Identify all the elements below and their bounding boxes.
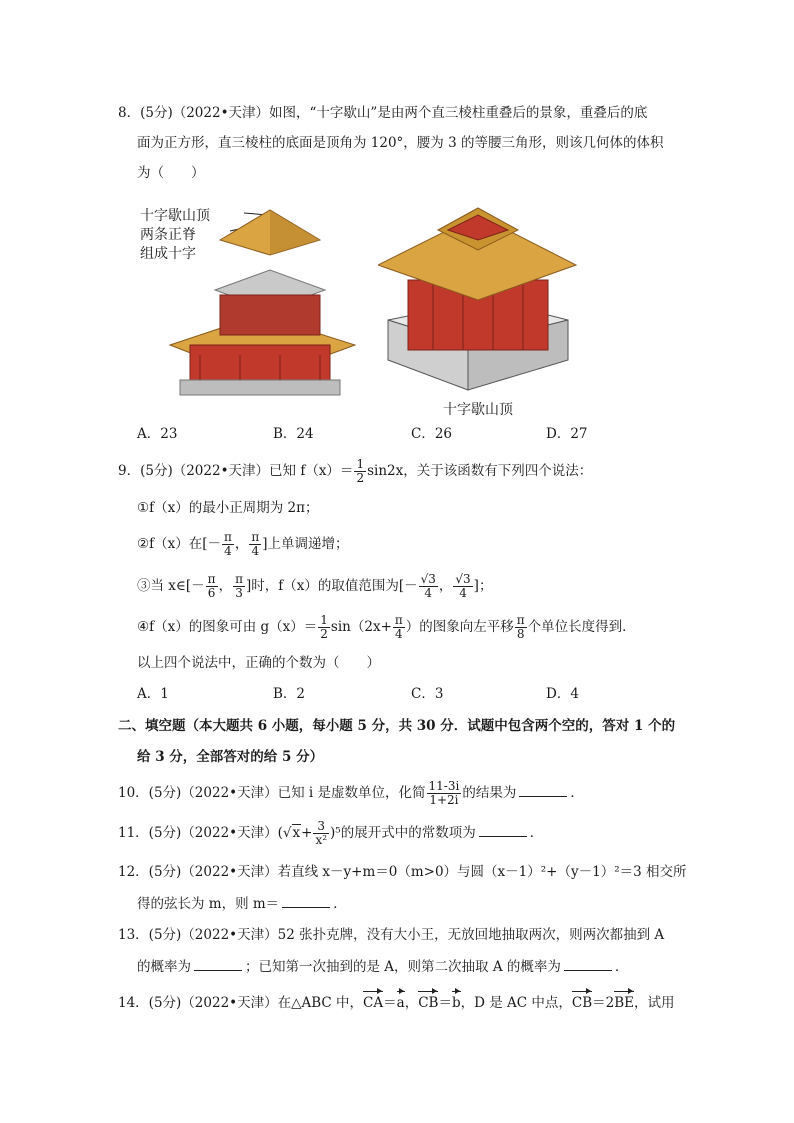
section2-line2: 给 3 分，全部答对的给 5 分）	[137, 749, 324, 765]
q9-s3-mid2: ，	[438, 578, 453, 594]
q9-s2-d1: 4	[224, 544, 232, 558]
q14	[118, 993, 675, 1013]
q9-option-a: A．1	[137, 686, 169, 702]
q14-vec-cb-2: CB	[571, 995, 593, 1011]
q8-option-b: B．24	[273, 426, 314, 442]
q11-plus: +	[301, 825, 313, 841]
q9-s4b: sin（2x+	[330, 619, 392, 635]
q10-c: ．	[570, 785, 584, 801]
q11-b: )⁵的展开式中的常数项为	[330, 825, 476, 841]
q11-frac	[313, 820, 329, 847]
q9-s4-d2: 4	[395, 627, 403, 641]
q14-vec-be: BE	[614, 995, 635, 1011]
q11-c: ．	[529, 825, 544, 841]
q14-eq2: ＝	[438, 995, 452, 1011]
q9-stem	[118, 458, 592, 485]
q9-s3-d1: 6	[207, 586, 216, 600]
q9-s2-mid: ，	[234, 536, 249, 552]
q9-s4-frac2	[393, 614, 405, 641]
q14-vec-ca: CA	[363, 995, 384, 1011]
fig-caption-right: 十字歇山顶	[443, 402, 513, 418]
q9-statement-3	[137, 573, 492, 600]
q9-tail: sin2x，关于该函数有下列四个说法：	[367, 463, 593, 479]
q14-vec-cb: CB	[418, 995, 439, 1011]
q9-s4a: f（x）的图象可由 g（x）＝	[149, 619, 318, 635]
q10	[118, 780, 584, 807]
q9-s1-mark: ①	[137, 500, 150, 516]
q9-frac	[354, 458, 366, 485]
q9-s4-n1: 1	[320, 613, 328, 627]
q14-b: ，D 是 AC 中点，	[460, 995, 572, 1011]
q9-s2-frac1	[222, 531, 234, 558]
q10-num: 11-3i	[428, 779, 460, 793]
q11-sqrt: √x	[282, 825, 301, 841]
q9-s4-n3: π	[516, 613, 525, 627]
q10-blank[interactable]	[519, 782, 567, 797]
q9-s3-mark: ③	[137, 578, 151, 594]
q10-frac	[427, 780, 462, 807]
fig-label-2: 两条正脊	[140, 227, 196, 243]
q12-line1: 12．(5分)（2022•天津）若直线 x－y+m＝0（m>0）与圆（x－1）²+（y－1）²＝3 相交所	[118, 864, 687, 880]
q9-prefix: 9．(5分)（2022•天津）已知 f（x）＝	[118, 463, 354, 479]
q8-option-d: D．27	[546, 426, 588, 442]
q9-s2-frac2	[249, 531, 261, 558]
q9-s3-n3: √3	[420, 572, 436, 586]
q9-s3-n4: √3	[455, 572, 471, 586]
q9-frac-den: 2	[356, 471, 365, 485]
q9-s2-n1: π	[224, 530, 232, 544]
fig-label-1: 十字歇山顶	[140, 208, 210, 224]
q10-a: 10．(5分)（2022•天津）已知 i 是虚数单位，化简	[118, 785, 426, 801]
q9-s3-frac3	[419, 573, 438, 600]
q9-statement-4	[137, 614, 636, 641]
q9-s2-mark: ②	[137, 536, 150, 552]
q11-num: 3	[313, 820, 329, 834]
q9-statement-2	[137, 531, 349, 558]
q9-frac-num: 1	[356, 457, 365, 471]
palace-illustration	[160, 195, 365, 405]
q9-s2a: f（x）在[－	[149, 536, 221, 552]
q14-a: 14．(5分)（2022•天津）在△ABC 中，	[118, 995, 364, 1011]
q9-option-d: D．4	[546, 686, 579, 702]
q9-s4c: ）的图象向左平移	[405, 619, 514, 635]
q9-s4d: 个单位长度得到．	[527, 619, 636, 635]
q8-line3: 为（ ）	[137, 165, 205, 181]
q9-s3a: 当 x∈[－	[150, 578, 205, 594]
q13-line1: 13．(5分)（2022•天津）52 张扑克牌，没有大小王，无放回地抽取两次，则两次都抽到 A	[118, 927, 665, 943]
q10-b: 的结果为	[462, 785, 517, 801]
q9-s2-d2: 4	[251, 544, 260, 558]
q9-s3c: ]；	[473, 578, 493, 594]
q13-b: 的概率为	[137, 959, 191, 975]
q12-c: ．	[333, 896, 347, 912]
q13-c: ；已知第一次抽到的是 A，则第二次抽取 A 的概率为	[245, 959, 561, 975]
q11	[118, 820, 543, 847]
q11-den: x²	[315, 833, 328, 847]
roof-illustration	[378, 200, 578, 400]
fig-label-3: 组成十字	[140, 246, 196, 262]
q14-eq1: ＝	[383, 995, 397, 1011]
q9-question: 以上四个说法中，正确的个数为（ ）	[137, 655, 380, 671]
q9-s3-frac1	[206, 573, 218, 600]
q9-s2-n2: π	[251, 530, 260, 544]
q9-s2b: ]上单调递增；	[262, 536, 349, 552]
q13-blank-1[interactable]	[194, 956, 242, 971]
q9-s3-frac2	[233, 573, 245, 600]
q9-s3-d2: 3	[235, 586, 243, 600]
q14-sep1: ，	[404, 995, 419, 1011]
q9-s3-n2: π	[235, 572, 243, 586]
q13-d: ．	[614, 959, 629, 975]
q8-option-a: A．23	[137, 426, 178, 442]
q9-option-b: B．2	[273, 686, 306, 702]
section2-line1: 二、填空题（本大题共 6 小题，每小题 5 分，共 30 分．试题中包含两个空的，答对 1 个的	[118, 718, 676, 734]
q9-s4-d1: 2	[320, 627, 328, 641]
q9-s4-n2: π	[394, 613, 403, 627]
q14-vec-b: b	[451, 995, 461, 1011]
q9-s3-d4: 4	[459, 586, 467, 600]
q12-line2	[137, 893, 347, 914]
q9-s4-mark: ④	[137, 619, 150, 635]
q8-option-c: C．26	[411, 426, 453, 442]
q14-c: ，试用	[634, 995, 675, 1011]
q9-s3-d3: 4	[424, 586, 433, 600]
q9-s3-frac4	[453, 573, 472, 600]
q13-line2	[137, 956, 628, 977]
q9-s3-mid: ，	[218, 578, 233, 594]
q14-vec-a: a	[396, 995, 405, 1011]
q9-s4-frac1	[318, 614, 330, 641]
q9-s3-n1: π	[207, 572, 216, 586]
q12-b: 得的弦长为 m，则 m＝	[137, 896, 280, 912]
q9-s1-text: f（x）的最小正周期为 2π；	[149, 500, 319, 516]
q12-blank[interactable]	[282, 893, 330, 908]
q14-eq3: ＝2	[592, 995, 615, 1011]
q10-den: 1+2i	[429, 793, 459, 807]
q13-blank-2[interactable]	[564, 956, 612, 971]
q9-option-c: C．3	[411, 686, 444, 702]
q9-s4-d3: 8	[516, 627, 525, 641]
q9-s3b: ]时，f（x）的取值范围为[－	[245, 578, 418, 594]
q11-sqrt-rad: x	[292, 825, 301, 841]
q8-line2: 面为正方形，直三棱柱的底面是顶角为 120°，腰为 3 的等腰三角形，则该几何体的体积	[137, 135, 664, 151]
q11-a: 11．(5分)（2022•天津）(	[118, 825, 283, 841]
q11-blank[interactable]	[479, 822, 527, 837]
q8-line1: 8．(5分)（2022•天津）如图，“十字歇山”是由两个直三棱柱重叠后的景象，重叠后的底	[118, 105, 648, 121]
q9-s4-frac3	[515, 614, 527, 641]
q9-statement-1	[137, 498, 318, 518]
